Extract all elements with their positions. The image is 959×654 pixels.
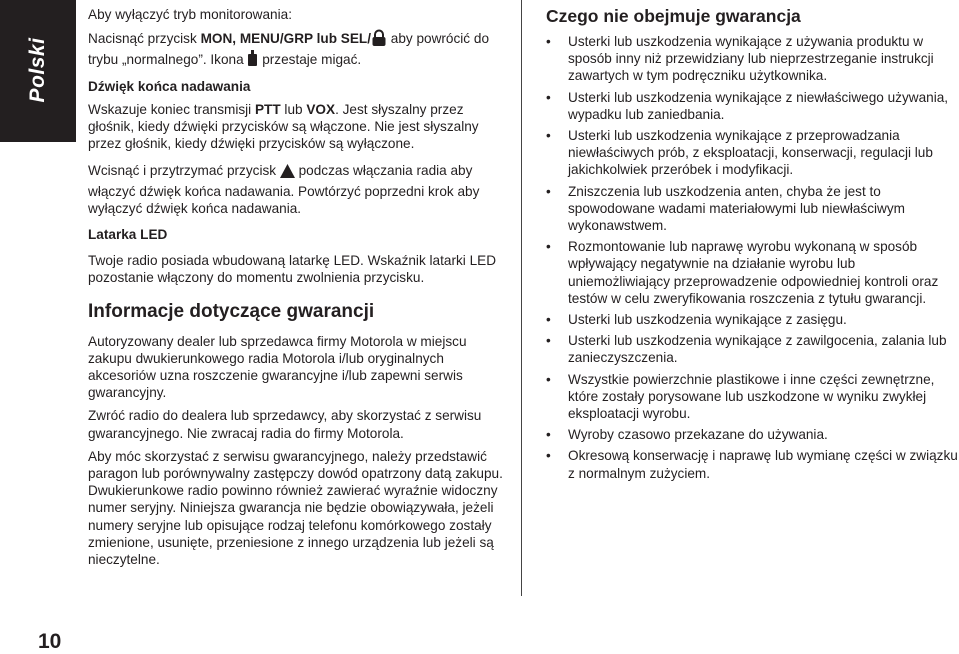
list-item: • Usterki lub uszkodzenia wynikające z niewłaściwego używania, wypadku lub zaniedbania. [546,89,949,122]
exclusions-heading: Czego nie obejmuje gwarancja [546,6,801,26]
end-tone-text-2: Wcisnąć i przytrzymać przycisk podczas włączania radia aby włączyć dźwięk końca nadawania. Powtórzyć poprzedni krok aby wyłączyć dźwięk końca nadawania. [88,163,480,216]
warranty-paragraph: Aby móc skorzystać z serwisu gwarancyjnego, należy przedstawić paragon lub porównywalny zastępczy dowód opatrzony datą zakupu. Dwukierunkowe radio powinno również zawierać wyraźnie widoczny numer seryjny. Niniejsza gwarancja nie będzie obowiązywała, jeżeli numery seryjne lub opisujące rodzaj telefonu komórkowego zostały zmienione, usunięte, przeniesione z innego urządzenia lub jeżeli są nieczytelne. [88,448,503,568]
bullet-icon: • [546,448,551,464]
monitor-off-text: Nacisnąć przycisk MON, MENU/GRP lub SEL/ aby powrócić do trybu „normalnego”. Ikona przestaje migać. [88,29,508,71]
warranty-paragraph: Autoryzowany dealer lub sprzedawca firmy Motorola w miejscu zakupu dwukierunkowego radia Motorola i/lub oryginalnych akcesoriów uzna roszczenie gwarancyjne i/lub zapewni serwis gwarancyjny. [88,333,467,401]
flashlight-text: Twoje radio posiada wbudowaną latarkę LED. Wskaźnik latarki LED pozostanie włączony do momentu zwolnienia przycisku. [88,253,497,286]
right-column [546,5,958,486]
bullet-icon: • [546,333,551,349]
column-divider [521,0,522,596]
list-item: • Wyroby czasowo przekazane do używania. [546,427,828,443]
list-item: • Zniszczenia lub uszkodzenia anten, chyba że jest to spowodowane wadami materiałowymi lub niewłaściwym wykonawstwem. [546,183,905,234]
end-tone-text: Wskazuje koniec transmisji PTT lub VOX. Jest słyszalny przez głośnik, kiedy dźwięki przycisków są włączone. Nie jest słyszalny przez głośnik, kiedy dźwięki przycisków są wyłączone. [88,101,479,152]
monitor-off-title: Aby wyłączyć tryb monitorowania: [88,7,292,22]
exclusions-list [546,33,958,482]
end-tone-heading: Dźwięk końca nadawania [88,78,251,94]
bullet-icon: • [546,34,551,49]
left-column [88,6,508,568]
bullet-icon: • [546,128,551,144]
list-item: • Usterki lub uszkodzenia wynikające z zawilgocenia, zalania lub zanieczyszczenia. [546,333,947,366]
list-item: • Rozmontowanie lub naprawę wyrobu wykonaną w sposób wpływający negatywnie na działanie wyrobu lub uniemożliwiający przeprowadzenie odpowiedniej kontroli oraz testów w celu zweryfikowania roszczenia z tytułu gwarancji. [546,239,939,306]
list-item: • Wszystkie powierzchnie plastikowe i inne części zewnętrzne, które zostały porysowane lub uszkodzone w wyniku zwykłej eksploatacji wyrobu. [546,371,935,422]
bullet-icon: • [546,427,551,443]
bullet-icon: • [546,89,551,105]
flashlight-heading: Latarka LED [88,227,168,243]
lock-icon [371,29,387,50]
list-item: • Okresową konserwację i naprawę lub wymianę części w związku z normalnym zużyciem. [546,448,958,481]
warranty-paragraph: Zwróć radio do dealera lub sprzedawcy, aby skorzystać z serwisu gwarancyjnego. Nie zwracaj radia do firmy Motorola. [88,408,482,441]
language-tab [0,0,76,142]
up-arrow-icon [280,164,295,182]
monitor-icon [247,50,258,71]
bullet-icon: • [546,183,551,199]
page-number: 10 [38,630,62,653]
bullet-icon: • [546,239,551,255]
list-item: • Usterki lub uszkodzenia wynikające z używania produktu w sposób inny niż przewidziany lub nieprzestrzeganie instrukcji zawartych w tym podręczniku użytkownika. [546,34,934,84]
list-item: • Usterki lub uszkodzenia wynikające z przeprowadzania niewłaściwych prób, z eksploatacji, konserwacji, regulacji lub jakichkolwiek przeróbek i modyfikacji. [546,128,933,178]
bullet-icon: • [546,312,551,328]
warranty-heading: Informacje dotyczące gwarancji [88,300,375,322]
list-item: • Usterki lub uszkodzenia wynikające z zasięgu. [546,312,847,328]
language-tab-label: Polski [26,37,49,103]
bullet-icon: • [546,371,551,387]
